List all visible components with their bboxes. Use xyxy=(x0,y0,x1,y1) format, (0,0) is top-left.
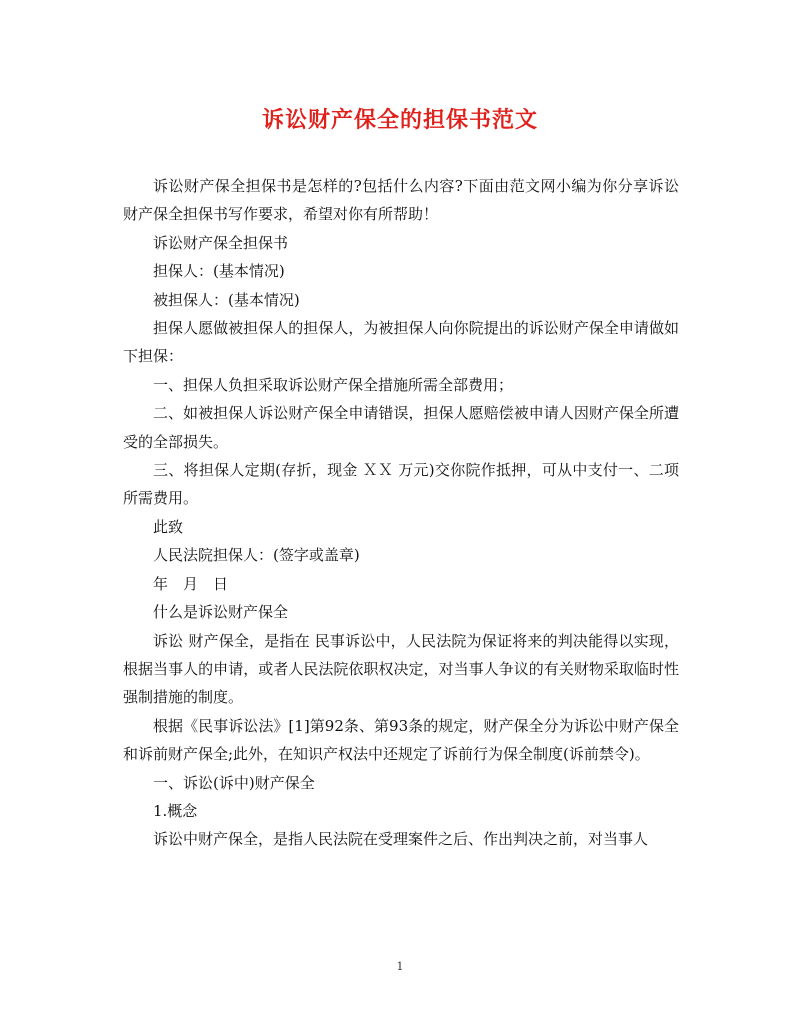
document-body xyxy=(123,172,684,854)
page-number: 1 xyxy=(396,960,404,973)
clause-three: 三、将担保人定期(存折，现金 ＸＸ 万元)交你院作抵押，可从中支付一、二项所需费用。 xyxy=(123,461,679,508)
salutation: 此致 xyxy=(153,517,184,536)
section-heading: 什么是诉讼财产保全 xyxy=(153,603,289,622)
concept-paragraph: 诉讼中财产保全，是指人民法院在受理案件之后、作出判决之前，对当事人 xyxy=(153,830,649,849)
definition-paragraph: 诉讼 财产保全，是指在 民事诉讼中，人民法院为保证将来的判决能得以实现，根据当事人的申请，或者人民法院依职权决定，对当事人争议的有关财物采取临时性 强制措施的制度。 xyxy=(123,631,684,707)
intro-paragraph: 诉讼财产保全担保书是怎样的?包括什么内容?下面由范文网小编为你分享诉讼财产保全担保书写作要求，希望对你有所帮助！ xyxy=(123,177,679,224)
guarantee-heading: 诉讼财产保全担保书 xyxy=(153,233,289,252)
concept-heading: 1.概念 xyxy=(153,801,198,820)
document-title: 诉讼财产保全的担保书范文 xyxy=(261,107,538,133)
signature-line: 人民法院担保人：(签字或盖章) xyxy=(153,546,360,565)
date-line: 年 月 日 xyxy=(153,574,229,593)
guaranteed-party-line: 被担保人：(基本情况) xyxy=(153,290,300,309)
clause-two: 二、如被担保人诉讼财产保全申请错误，担保人愿赔偿被申请人因财产保全所遭受的全部损失。 xyxy=(123,404,679,451)
legal-basis-paragraph: 根据《民事诉讼法》[1]第92条、第93条的规定，财产保全分为诉讼中财产保全和诉前财产保全;此外，在知识产权法中还规定了诉前行为保全制度(诉前禁令)。 xyxy=(123,716,679,764)
guarantor-line: 担保人：(基本情况) xyxy=(153,262,285,281)
guarantee-statement: 担保人愿做被担保人的担保人，为被担保人向你院提出的诉讼财产保全申请做如下担保： xyxy=(123,319,679,366)
subsection-heading: 一、诉讼(诉中)财产保全 xyxy=(153,773,315,792)
clause-one: 一、担保人负担采取诉讼财产保全措施所需全部费用； xyxy=(153,375,514,394)
